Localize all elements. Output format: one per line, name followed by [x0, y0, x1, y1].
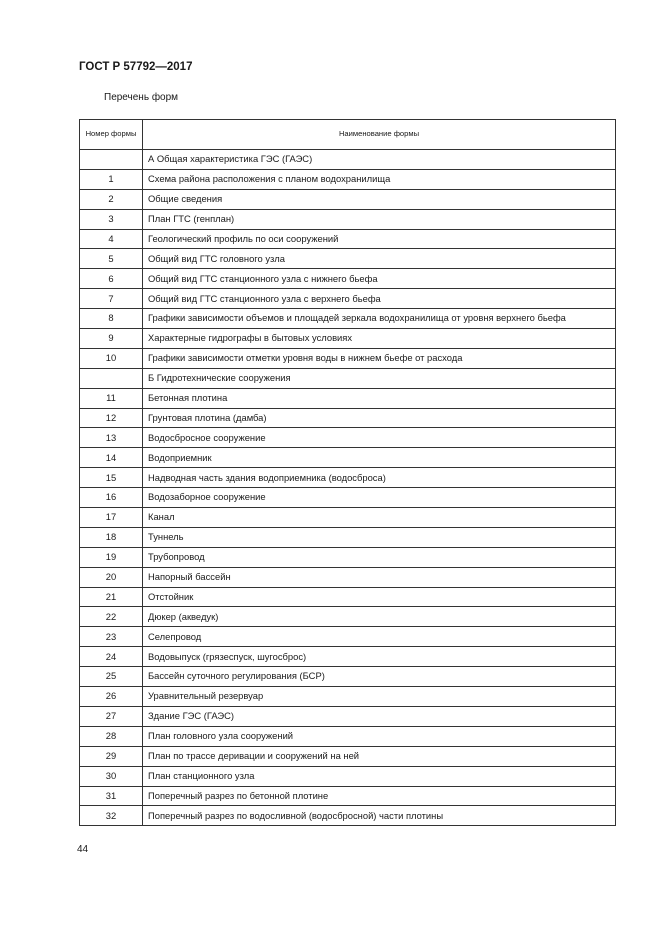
table-row — [80, 309, 616, 329]
table-row — [80, 706, 616, 726]
form-number: 14 — [80, 448, 143, 468]
table-row — [80, 408, 616, 428]
form-name: План станционного узла — [143, 766, 616, 786]
form-name: Общий вид ГТС станционного узла с верхнего бьефа — [143, 289, 616, 309]
form-name: План головного узла сооружений — [143, 726, 616, 746]
forms-table — [79, 119, 616, 826]
form-number: 26 — [80, 687, 143, 707]
table-row — [80, 687, 616, 707]
column-header-number: Номер формы — [80, 120, 143, 150]
form-name: Канал — [143, 508, 616, 528]
form-number: 1 — [80, 169, 143, 189]
form-number: 32 — [80, 806, 143, 826]
table-row — [80, 806, 616, 826]
form-name: Здание ГЭС (ГАЭС) — [143, 706, 616, 726]
table-row — [80, 448, 616, 468]
table-row — [80, 508, 616, 528]
form-name: Отстойник — [143, 587, 616, 607]
table-row — [80, 468, 616, 488]
section-title: Перечень форм — [104, 92, 179, 103]
form-name: Водовыпуск (грязеспуск, шугосброс) — [143, 647, 616, 667]
form-number: 27 — [80, 706, 143, 726]
table-row — [80, 428, 616, 448]
form-number: 9 — [80, 329, 143, 349]
document-header: ГОСТ Р 57792—2017 — [79, 61, 193, 73]
table-row — [80, 329, 616, 349]
table-header-row — [80, 120, 616, 150]
form-name: Напорный бассейн — [143, 567, 616, 587]
form-number: 23 — [80, 627, 143, 647]
form-number: 28 — [80, 726, 143, 746]
form-name: Схема района расположения с планом водохранилища — [143, 169, 616, 189]
form-name: Грунтовая плотина (дамба) — [143, 408, 616, 428]
form-name: Водосбросное сооружение — [143, 428, 616, 448]
form-number: 5 — [80, 249, 143, 269]
table-row — [80, 647, 616, 667]
form-name: Характерные гидрографы в бытовых условиях — [143, 329, 616, 349]
form-name: Общие сведения — [143, 189, 616, 209]
form-name: Поперечный разрез по бетонной плотине — [143, 786, 616, 806]
form-number: 12 — [80, 408, 143, 428]
table-row — [80, 547, 616, 567]
form-name: Надводная часть здания водоприемника (водосброса) — [143, 468, 616, 488]
form-name: А Общая характеристика ГЭС (ГАЭС) — [143, 150, 616, 170]
column-header-name: Наименование формы — [143, 120, 616, 150]
form-number: 6 — [80, 269, 143, 289]
form-number: 18 — [80, 527, 143, 547]
form-number: 16 — [80, 488, 143, 508]
form-name: Уравнительный резервуар — [143, 687, 616, 707]
form-number: 30 — [80, 766, 143, 786]
form-name: Графики зависимости отметки уровня воды в нижнем бьефе от расхода — [143, 348, 616, 368]
table-row — [80, 786, 616, 806]
form-name: Общий вид ГТС головного узла — [143, 249, 616, 269]
form-number: 31 — [80, 786, 143, 806]
form-name: Водоприемник — [143, 448, 616, 468]
table-row — [80, 249, 616, 269]
table-row — [80, 726, 616, 746]
form-number: 2 — [80, 189, 143, 209]
table-row — [80, 766, 616, 786]
table-row — [80, 567, 616, 587]
form-number: 24 — [80, 647, 143, 667]
form-name: Селепровод — [143, 627, 616, 647]
table-row — [80, 527, 616, 547]
form-number: 7 — [80, 289, 143, 309]
form-number: 21 — [80, 587, 143, 607]
table-row — [80, 169, 616, 189]
table-row — [80, 209, 616, 229]
form-name: Дюкер (акведук) — [143, 607, 616, 627]
form-number: 13 — [80, 428, 143, 448]
form-name: Бетонная плотина — [143, 388, 616, 408]
table-row — [80, 488, 616, 508]
form-number: 4 — [80, 229, 143, 249]
form-name: Водозаборное сооружение — [143, 488, 616, 508]
form-number: 17 — [80, 508, 143, 528]
form-number: 3 — [80, 209, 143, 229]
form-number: 10 — [80, 348, 143, 368]
table-row — [80, 667, 616, 687]
table-row — [80, 229, 616, 249]
table-row — [80, 607, 616, 627]
form-name: Общий вид ГТС станционного узла с нижнего бьефа — [143, 269, 616, 289]
form-name: Трубопровод — [143, 547, 616, 567]
form-name: Туннель — [143, 527, 616, 547]
form-number: 20 — [80, 567, 143, 587]
form-number — [80, 368, 143, 388]
table-row — [80, 388, 616, 408]
form-number: 25 — [80, 667, 143, 687]
form-number: 22 — [80, 607, 143, 627]
form-name: План ГТС (генплан) — [143, 209, 616, 229]
form-name: План по трассе деривации и сооружений на ней — [143, 746, 616, 766]
form-number: 8 — [80, 309, 143, 329]
form-number: 11 — [80, 388, 143, 408]
form-name: Поперечный разрез по водосливной (водосбросной) части плотины — [143, 806, 616, 826]
table-row — [80, 746, 616, 766]
table-row — [80, 269, 616, 289]
table-row — [80, 368, 616, 388]
form-name: Геологический профиль по оси сооружений — [143, 229, 616, 249]
table-row — [80, 150, 616, 170]
table-row — [80, 587, 616, 607]
form-name: Графики зависимости объемов и площадей зеркала водохранилища от уровня верхнего бьефа — [143, 309, 616, 329]
form-number: 15 — [80, 468, 143, 488]
form-number: 29 — [80, 746, 143, 766]
form-number: 19 — [80, 547, 143, 567]
form-number — [80, 150, 143, 170]
table-row — [80, 289, 616, 309]
table-row — [80, 627, 616, 647]
table-row — [80, 348, 616, 368]
table-row — [80, 189, 616, 209]
page-number: 44 — [77, 844, 89, 855]
form-name: Б Гидротехнические сооружения — [143, 368, 616, 388]
form-name: Бассейн суточного регулирования (БСР) — [143, 667, 616, 687]
